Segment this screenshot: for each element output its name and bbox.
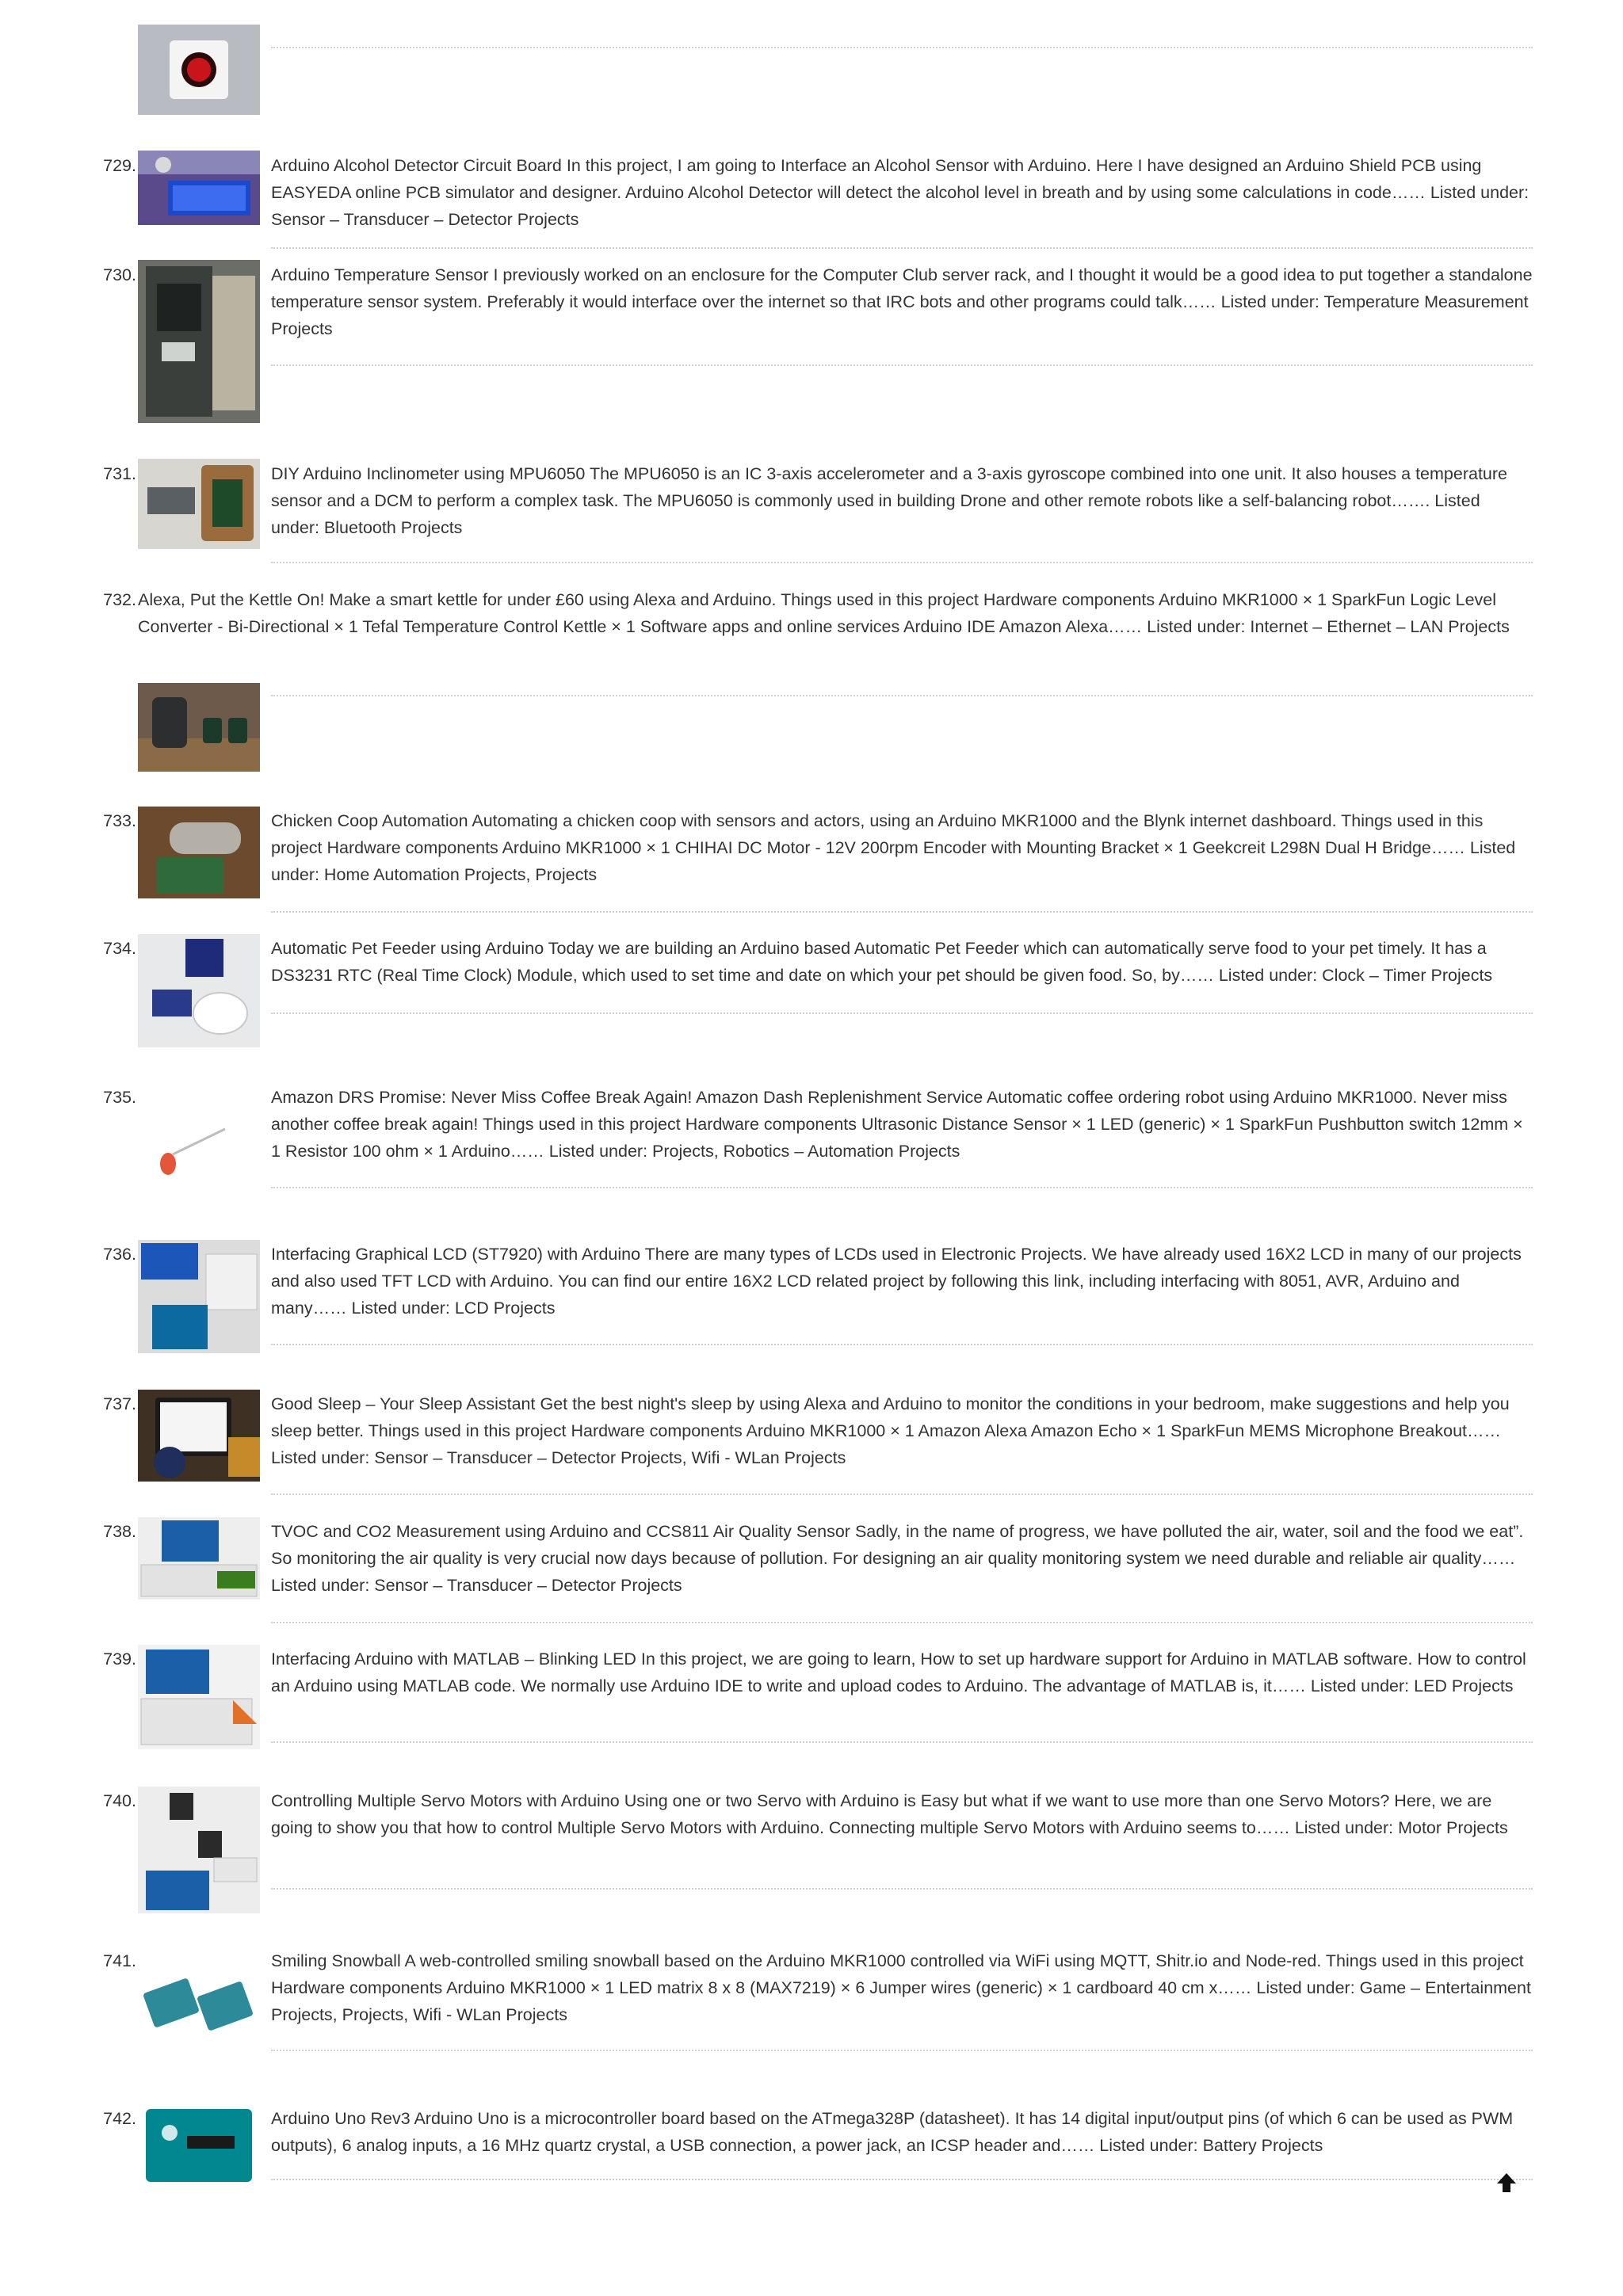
project-thumbnail[interactable] [138,1097,260,1205]
item-number: 732. [103,590,136,609]
item-description[interactable]: Arduino Alcohol Detector Circuit Board In this project, I am going to Interface an Alcohol Sensor with Arduino. Here I have designed an Arduino Shield PCB using EASYEDA online PCB simulator and designer. Arduino Alcohol Detector will detect the alcohol level in breath and by using some calculations in code…… Listed under: Sensor – Transducer – Detector Projects [271,156,1529,229]
item-divider [271,247,1533,249]
item-number: 733. [103,811,136,830]
project-thumbnail[interactable] [138,1645,260,1749]
project-thumbnail[interactable] [138,1240,260,1353]
item-number: 738. [103,1522,136,1541]
back-to-top-button[interactable] [1495,2171,1518,2195]
item-number: 731. [103,464,136,483]
item-number: 729. [103,156,136,175]
item-divider [271,364,1533,366]
item-divider [271,1013,1533,1014]
item-number: 742. [103,2109,136,2128]
item-number: 741. [103,1951,136,1970]
item-divider [271,2050,1533,2051]
item-divider [271,695,1533,696]
item-divider [271,1622,1533,1623]
project-thumbnail[interactable] [138,260,260,423]
item-divider [271,1741,1533,1743]
item-description[interactable]: Interfacing Graphical LCD (ST7920) with Arduino There are many types of LCDs used in Electronic Projects. We have already used 16X2 LCD in many of our projects and also used TFT LCD with Arduino. You can find our entire 16X2 LCD related project by following this link, including interfacing with 8051, AVR, Arduino and many…… Listed under: LCD Projects [271,1245,1522,1318]
item-description[interactable]: Interfacing Arduino with MATLAB – Blinking LED In this project, we are going to learn, How to set up hardware support for Arduino in MATLAB software. How to control an Arduino using MATLAB code. We normally use Arduino IDE to write and upload codes to Arduino. The advantage of MATLAB is, it…… Listed under: LED Projects [271,1650,1526,1695]
item-description[interactable]: Alexa, Put the Kettle On! Make a smart kettle for under £60 using Alexa and Arduino. Things used in this project Hardware components Arduino MKR1000 × 1 SparkFun Logic Level Converter - Bi-Directional × 1 Tefal Temperature Control Kettle × 1 Software apps and online services Arduino IDE Amazon Alexa…… Listed under: Internet – Ethernet – LAN Projects [138,590,1510,636]
item-description[interactable]: Good Sleep – Your Sleep Assistant Get the best night's sleep by using Alexa and Arduino to monitor the conditions in your bedroom, make suggestions and help you sleep better. Things used in this project Hardware components Arduino MKR1000 × 1 Amazon Alexa Amazon Echo × 1 SparkFun MEMS Microphone Breakout…… Listed under: Sensor – Transducer – Detector Projects, Wifi - WLan Projects [271,1394,1510,1467]
item-divider [271,911,1533,913]
item-description[interactable]: Arduino Temperature Sensor I previously worked on an enclosure for the Computer Club server rack, and I thought it would be a good idea to put together a standalone temperature sensor system. Preferably it would interface over the internet so that IRC bots and other programs could talk…… Listed under: Temperature Measurement Projects [271,265,1533,338]
project-thumbnail[interactable] [138,683,260,772]
project-thumbnail[interactable] [138,934,260,1047]
item-description[interactable]: Automatic Pet Feeder using Arduino Today we are building an Arduino based Automatic Pet Feeder which can automatically serve food to your pet timely. It has a DS3231 RTC (Real Time Clock) Module, which used to set time and date on which your pet should be given food. So, by…… Listed under: Clock – Timer Projects [271,939,1493,985]
item-divider [271,47,1533,48]
project-thumbnail[interactable] [138,151,260,225]
project-thumbnail[interactable] [138,459,260,549]
item-description[interactable]: Controlling Multiple Servo Motors with Arduino Using one or two Servo with Arduino is Easy but what if we want to use more than one Servo Motors? Here, we are going to show you that how to control Multiple Servo Motors with Arduino. Connecting multiple Servo Motors with Arduino seems to…… Listed under: Motor Projects [271,1791,1508,1837]
item-divider [271,1888,1533,1890]
item-description[interactable]: Smiling Snowball A web-controlled smiling snowball based on the Arduino MKR1000 controlled via WiFi using MQTT, Shitr.io and Node-red. Things used in this project Hardware components Arduino MKR1000 × 1 LED matrix 8 x 8 (MAX7219) × 6 Jumper wires (generic) × 1 cardboard 40 cm x…… Listed under: Game – Entertainment Projects, Projects, Wifi - WLan Projects [271,1951,1531,2024]
project-thumbnail[interactable] [138,1961,260,2046]
item-description[interactable]: Chicken Coop Automation Automating a chicken coop with sensors and actors, using an Arduino MKR1000 and the Blynk internet dashboard. Things used in this project Hardware components Arduino MKR1000 × 1 CHIHAI DC Motor - 12V 200rpm Encoder with Mounting Bracket × 1 Geekcreit L298N Dual H Bridge…… Listed under: Home Automation Projects, Projects [271,811,1516,884]
project-thumbnail[interactable] [138,807,260,898]
item-divider [271,2179,1533,2180]
item-number: 734. [103,939,136,958]
item-number: 739. [103,1650,136,1669]
project-thumbnail[interactable] [138,25,260,115]
item-divider [271,1344,1533,1345]
project-thumbnail[interactable] [138,1390,260,1482]
item-divider [271,1187,1533,1188]
item-number: 735. [103,1088,136,1107]
item-number: 740. [103,1791,136,1810]
item-description[interactable]: Amazon DRS Promise: Never Miss Coffee Break Again! Amazon Dash Replenishment Service Automatic coffee ordering robot using Arduino MKR1000. Never miss another coffee break again! Things used in this project Hardware components Ultrasonic Distance Sensor × 1 LED (generic) × 1 SparkFun Pushbutton switch 12mm × 1 Resistor 100 ohm × 1 Arduino…… Listed under: Projects, Robotics – Automation Projects [271,1088,1523,1161]
item-number: 737. [103,1394,136,1413]
item-description[interactable]: TVOC and CO2 Measurement using Arduino and CCS811 Air Quality Sensor Sadly, in the name of progress, we have polluted the air, water, soil and the food we eat”. So monitoring the air quality is very crucial now days because of pollution. For designing an air quality monitoring system we need durable and reliable air quality…… Listed under: Sensor – Transducer – Detector Projects [271,1522,1524,1595]
project-thumbnail[interactable] [138,1787,260,1913]
arrow-up-icon [1495,2171,1518,2195]
item-description[interactable]: DIY Arduino Inclinometer using MPU6050 The MPU6050 is an IC 3-axis accelerometer and a 3-axis gyroscope combined into one unit. It also houses a temperature sensor and a DCM to perform a complex task. The MPU6050 is commonly used in building Drone and other remote robots like a self-balancing robot……. Listed under: Bluetooth Projects [271,464,1507,537]
item-description[interactable]: Arduino Uno Rev3 Arduino Uno is a microcontroller board based on the ATmega328P (datasheet). It has 14 digital input/output pins (of which 6 can be used as PWM outputs), 6 analog inputs, a 16 MHz quartz crystal, a USB connection, a power jack, an ICSP header and…… Listed under: Battery Projects [271,2109,1514,2155]
project-thumbnail[interactable] [138,1517,260,1600]
item-number: 736. [103,1245,136,1264]
item-number: 730. [103,265,136,284]
item-divider [271,1493,1533,1495]
project-thumbnail[interactable] [138,2104,260,2187]
item-divider [271,562,1533,563]
